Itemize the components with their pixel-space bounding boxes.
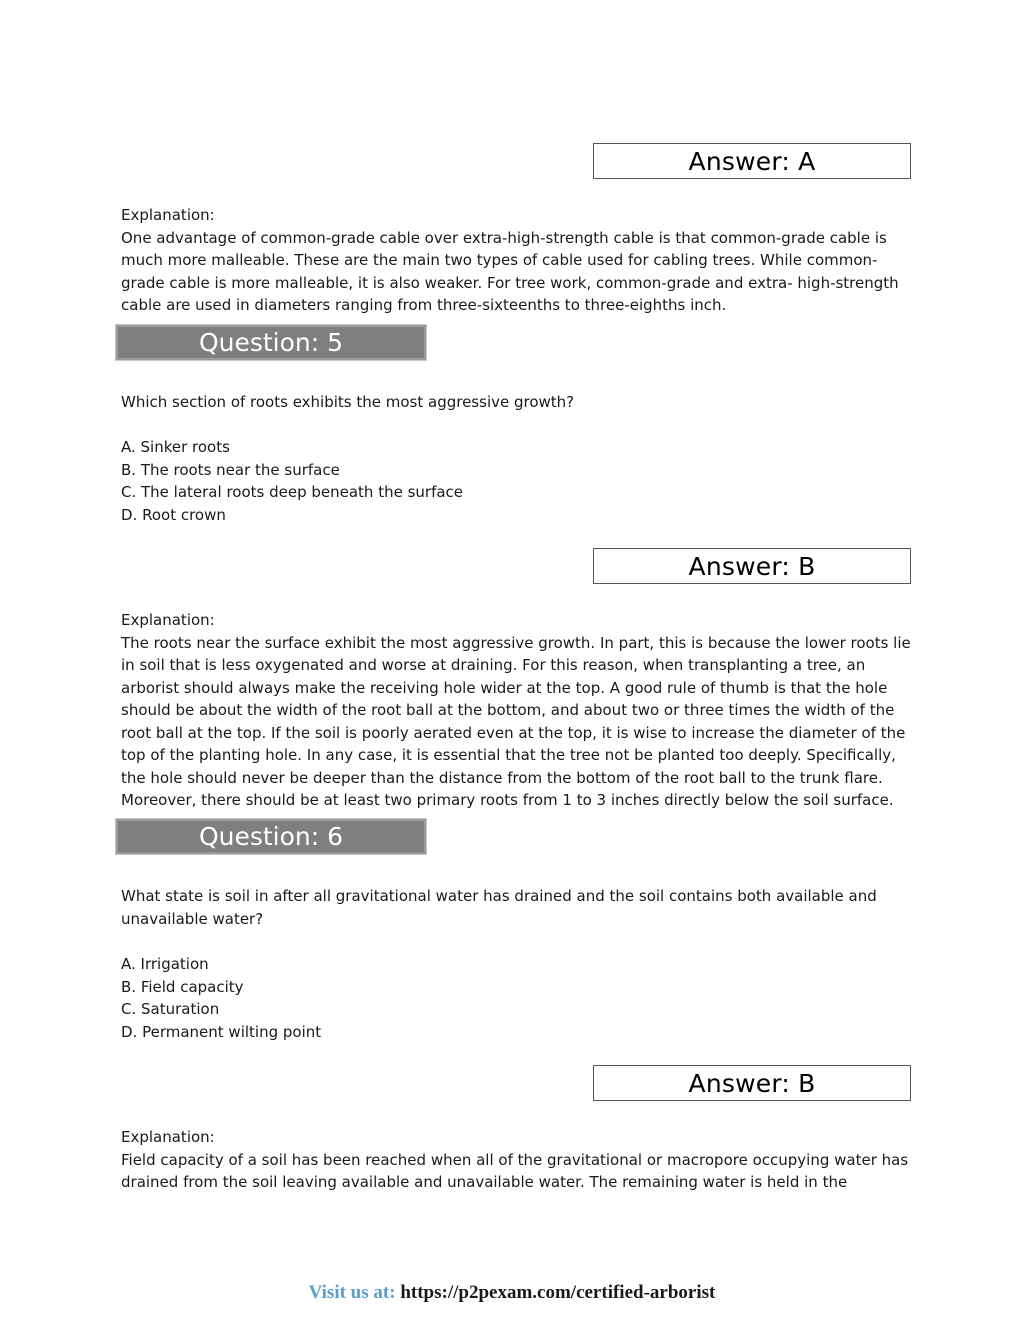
answer-box-q5 — [593, 548, 911, 584]
answer-label: Answer: B — [688, 551, 816, 581]
answer-label: Answer: A — [688, 146, 816, 176]
option-c: C. Saturation — [121, 1000, 220, 1018]
option-a: A. Sinker roots — [121, 438, 230, 456]
explanation-heading: Explanation: — [121, 611, 215, 629]
answer-box-q6 — [593, 1065, 911, 1101]
answer-label: Answer: B — [688, 1068, 816, 1098]
explanation-body: One advantage of common-grade cable over extra-high-strength cable is that common-grade cable is much more malleable. These are the main two types of cable used for cabling trees. While common-grade cable is more malleable, it is also weaker. For tree work, common-grade and extra- high-strength cable are used in diameters ranging from three-sixteenths to three-eighths inch. — [121, 228, 899, 314]
option-b: B. The roots near the surface — [121, 460, 340, 479]
question-prompt-6 — [121, 885, 911, 930]
question-title: Question: 5 — [198, 328, 344, 357]
explanation-body: Field capacity of a soil has been reached when all of the gravitational or macropore occupying water has drained from the soil leaving available and unavailable water. The remaining water is held in the — [121, 1150, 909, 1191]
explanation-q4 — [121, 204, 911, 317]
explanation-q6 — [121, 1126, 911, 1194]
options-list-6 — [121, 953, 911, 1043]
question-header-6 — [115, 818, 427, 855]
footer-visit-label: Visit us at: — [308, 1282, 396, 1303]
question-title: Question: 6 — [198, 822, 344, 851]
option-d: D. Root crown — [121, 505, 226, 524]
option-d: D. Permanent wilting point — [121, 1022, 322, 1041]
option-c: C. The lateral roots deep beneath the surface — [121, 483, 464, 501]
question-text: What state is soil in after all gravitational water has drained and the soil contains both available and unavailable water? — [121, 887, 877, 928]
explanation-heading: Explanation: — [121, 206, 215, 224]
answer-box-q4 — [593, 143, 911, 179]
question-text: Which section of roots exhibits the most aggressive growth? — [121, 393, 575, 411]
question-prompt-5 — [121, 391, 911, 414]
options-list-5 — [121, 436, 911, 526]
page-footer — [0, 1282, 1024, 1304]
explanation-heading: Explanation: — [121, 1128, 215, 1146]
footer-url-link[interactable]: https://p2pexam.com/certified-arborist — [400, 1282, 716, 1303]
option-b: B. Field capacity — [121, 977, 244, 996]
option-a: A. Irrigation — [121, 955, 209, 973]
question-header-5 — [115, 324, 427, 361]
explanation-q5 — [121, 609, 911, 812]
explanation-body: The roots near the surface exhibit the most aggressive growth. In part, this is because the lower roots lie in soil that is less oxygenated and worse at draining. For this reason, when transplanting a tree, an arborist should always make the receiving hole wider at the top. A good rule of thumb is that the hole should be about the width of the root ball at the bottom, and about two or three times the width of the root ball at the top. If the soil is poorly aerated even at the top, it is wise to increase the diameter of the top of the planting hole. In any case, it is essential that the tree not be planted too deeply. Specifically, the hole should never be deeper than the distance from the bottom of the root ball to the trunk flare. Moreover, there should be at least two primary roots from 1 to 3 inches directly below the soil surface. — [121, 633, 911, 809]
